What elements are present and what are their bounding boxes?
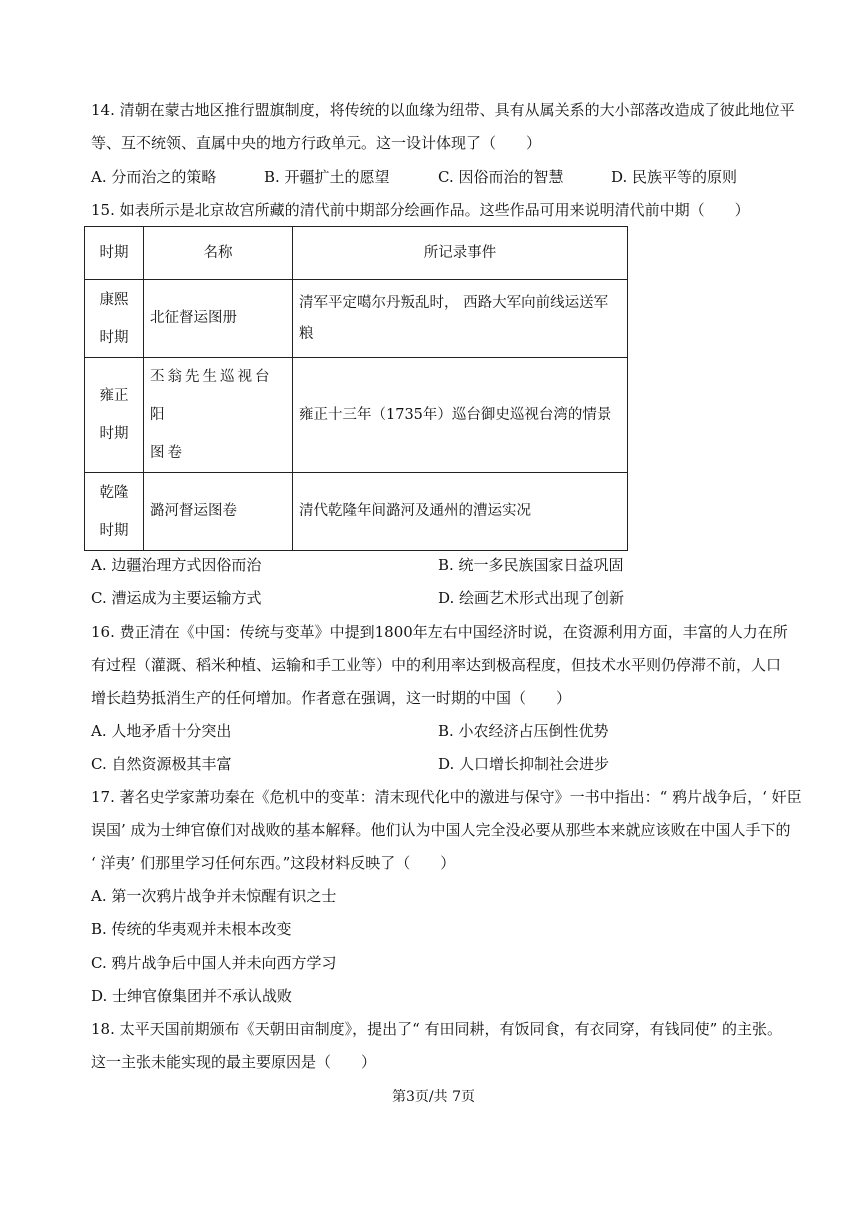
q16-stem-line2: 有过程（灌溉、稻米种植、运输和手工业等）中的利用率达到极高程度，但技术水平则仍停滞不前，人口 [91, 656, 782, 674]
row1-event-line1: 清军平定噶尔丹叛乱时， 西路大军向前线运送军 [299, 294, 609, 311]
q15-paintings-table [84, 226, 628, 551]
q16-option-a: A. 人地矛盾十分突出 [91, 722, 232, 740]
table-row [85, 358, 628, 473]
row2-name-line1: 丕翁先生巡视台阳 [150, 369, 273, 423]
q16-stem-line1: 16. 费正清在《中国：传统与变革》中提到1800年左右中国经济时说，在资源利用方面，丰富的人力在所 [91, 623, 788, 641]
row2-name-line2: 图卷 [150, 445, 185, 461]
q17-option-a: A. 第一次鸦片战争并未惊醒有识之士 [91, 887, 337, 905]
q14-stem-line1: 14. 清朝在蒙古地区推行盟旗制度，将传统的以血缘为纽带、具有从属关系的大小部落改造成了彼此地位平 [91, 101, 795, 119]
table-row [85, 280, 628, 358]
q17-stem-line3: ‘ 洋夷’ 们那里学习任何东西。”这段材料反映了（ ） [91, 854, 456, 872]
q16-stem-line3: 增长趋势抵消生产的任何增加。作者意在强调，这一时期的中国（ ） [91, 689, 572, 707]
header-period: 时期 [85, 227, 144, 280]
q15-option-d: D. 绘画艺术形式出现了创新 [438, 589, 625, 607]
q15-option-a: A. 边疆治理方式因俗而治 [91, 556, 262, 574]
q14-option-b: B. 开疆扩土的愿望 [264, 168, 390, 186]
row3-period-line1: 乾隆 [99, 484, 129, 501]
row2-name [144, 358, 293, 473]
q14-option-c: C. 因俗而治的智慧 [438, 168, 564, 186]
q14-option-a: A. 分而治之的策略 [91, 168, 217, 186]
row3-event: 清代乾隆年间潞河及通州的漕运实况 [293, 473, 628, 551]
row2-period [85, 358, 144, 473]
header-event: 所记录事件 [293, 227, 628, 280]
row3-period [85, 473, 144, 551]
q17-option-c: C. 鸦片战争后中国人并未向西方学习 [91, 954, 337, 972]
table-header-row [85, 227, 628, 280]
q17-stem-line2: 误国’ 成为士绅官僚们对战败的基本解释。他们认为中国人完全没必要从那些本来就应该败在中国人手下的 [91, 821, 791, 839]
row2-period-line2: 时期 [99, 426, 129, 442]
row1-event [293, 280, 628, 358]
q17-stem-line1: 17. 著名史学家萧功秦在《危机中的变革：清末现代化中的激进与保守》一书中指出：“ 鸦片战争后，‘ 奸臣 [91, 788, 802, 806]
q17-option-b: B. 传统的华夷观并未根本改变 [91, 920, 292, 938]
q17-option-d: D. 士绅官僚集团并不承认战败 [91, 987, 293, 1005]
row1-event-line2: 粮 [299, 325, 314, 342]
row2-period-line1: 雍正 [99, 388, 129, 404]
row1-period-line1: 康熙 [99, 291, 129, 308]
row1-period [85, 280, 144, 358]
q18-stem-line1: 18. 太平天国前期颁布《天朝田亩制度》，提出了“ 有田同耕，有饭同食，有衣同穿，有钱同使” 的主张。 [91, 1020, 783, 1038]
q16-option-c: C. 自然资源极其丰富 [91, 755, 232, 773]
q16-option-b: B. 小农经济占压倒性优势 [438, 722, 609, 740]
row2-event: 雍正十三年（1735年）巡台御史巡视台湾的情景 [293, 358, 628, 473]
row3-period-line2: 时期 [99, 522, 129, 539]
q15-option-b: B. 统一多民族国家日益巩固 [438, 556, 624, 574]
header-name: 名称 [144, 227, 293, 280]
page-footer: 第3页/共 7页 [392, 1089, 475, 1105]
row1-period-line2: 时期 [99, 329, 129, 346]
q14-option-d: D. 民族平等的原则 [611, 168, 738, 186]
q14-stem-line2: 等、互不统领、直属中央的地方行政单元。这一设计体现了（ ） [91, 134, 542, 152]
q16-option-d: D. 人口增长抑制社会进步 [438, 755, 610, 773]
q18-stem-line2: 这一主张未能实现的最主要原因是（ ） [91, 1053, 377, 1071]
row3-name: 潞河督运图卷 [144, 473, 293, 551]
q15-option-c: C. 漕运成为主要运输方式 [91, 589, 262, 607]
q15-stem: 15. 如表所示是北京故宫所藏的清代前中期部分绘画作品。这些作品可用来说明清代前中期（ ） [91, 201, 750, 219]
row1-name: 北征督运图册 [144, 280, 293, 358]
table-row [85, 473, 628, 551]
